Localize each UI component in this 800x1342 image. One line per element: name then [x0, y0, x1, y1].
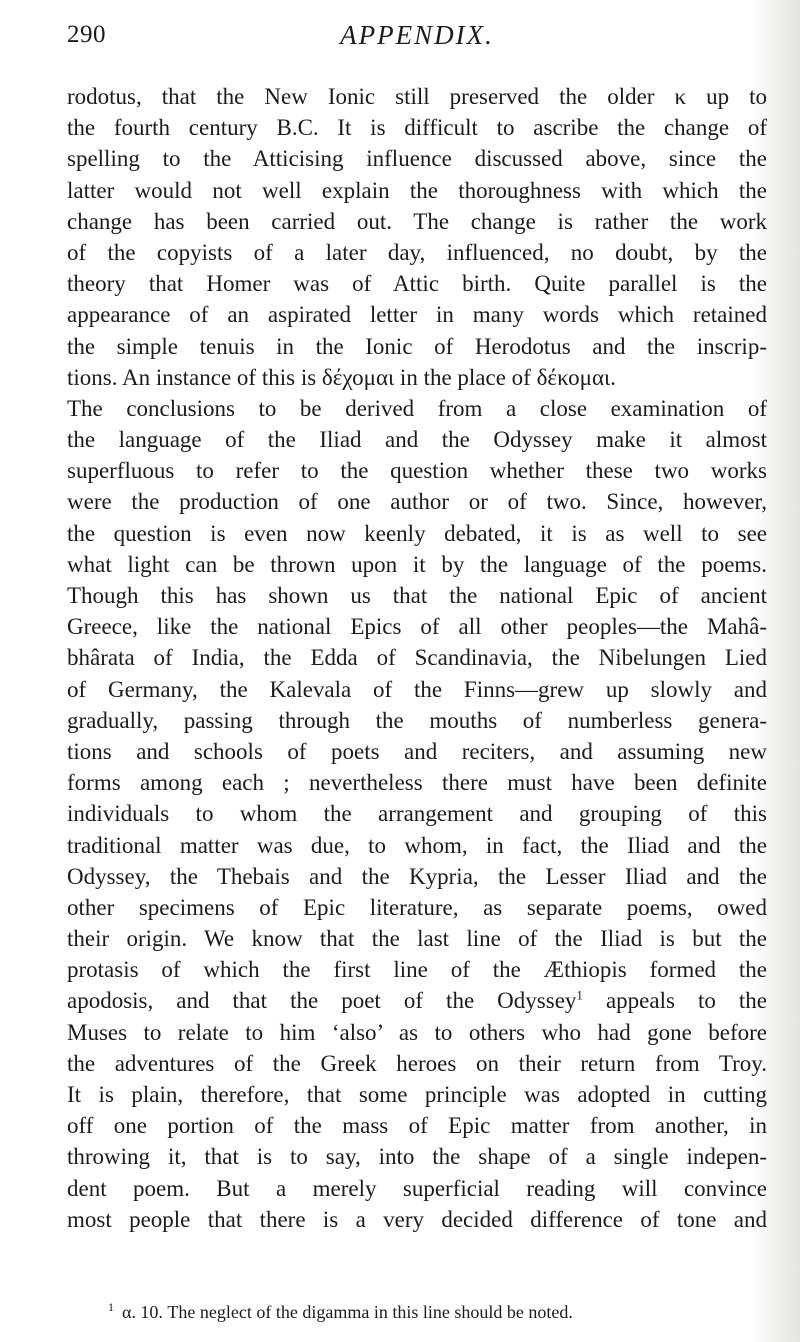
text-line: other specimens of Epic literature, as separate poems, owed: [67, 894, 767, 920]
line-text: apodosis, and that the poet of the Odyssey$^1$ appeals to the: [67, 987, 767, 1014]
footnote: [108, 1294, 767, 1325]
text-line: of the copyists of a later day, influenced, no doubt, by the: [67, 239, 767, 265]
text-line: individuals to whom the arrangement and grouping of this: [67, 801, 767, 827]
text-line: the simple tenuis in the Ionic of Herodotus and the inscrip-: [67, 333, 767, 359]
footnote-text: α. 10. The neglect of the digamma in this line should be noted.: [122, 1302, 573, 1322]
text-line: traditional matter was due, to whom, in fact, the Iliad and the: [67, 832, 767, 858]
text-line: appearance of an aspirated letter in many words which retained: [67, 302, 767, 328]
text-line: change has been carried out. The change is rather the work: [67, 208, 767, 234]
text-line: gradually, passing through the mouths of numberless genera-: [67, 707, 767, 733]
text-line: most people that there is a very decided difference of tone and: [67, 1206, 767, 1232]
text-line: tions and schools of poets and reciters, and assuming new: [67, 738, 767, 764]
text-line: rodotus, that the New Ionic still preserved the older κ up to: [67, 84, 767, 109]
text-line: throwing it, that is to say, into the shape of a single indepen-: [67, 1144, 767, 1170]
text-line: superfluous to refer to the question whether these two works: [67, 458, 767, 484]
text-line: were the production of one author or of two. Since, however,: [67, 489, 767, 515]
text-line: The conclusions to be derived from a close examination of: [67, 395, 767, 421]
text-line: spelling to the Atticising influence discussed above, since the: [67, 146, 767, 172]
text-line: latter would not well explain the thoroughness with which the: [67, 177, 767, 203]
text-line: protasis of which the first line of the Æthiopis formed the: [67, 957, 767, 983]
text-line: dent poem. But a merely superficial reading will convince: [67, 1175, 767, 1201]
footnote-mark: 1: [108, 1300, 114, 1314]
text-line: what light can be thrown upon it by the language of the poems.: [67, 551, 767, 577]
text-line: the fourth century B.C. It is difficult to ascribe the change of: [67, 115, 767, 141]
body-text: [67, 81, 767, 1235]
text-line: Odyssey, the Thebais and the Kypria, the Lesser Iliad and the: [67, 863, 767, 889]
text-line: Though this has shown us that the national Epic of ancient: [67, 583, 767, 608]
text-line-with-footnote-ref: [67, 985, 767, 1016]
footnote-reference: 1: [576, 987, 583, 1003]
page-header: [67, 12, 767, 58]
text-line: theory that Homer was of Attic birth. Quite parallel is the: [67, 271, 767, 297]
text-line: bhârata of India, the Edda of Scandinavia, the Nibelungen Lied: [67, 645, 767, 671]
text-line: Muses to relate to him ‘also’ as to others who had gone before: [67, 1019, 767, 1045]
text-line: the language of the Iliad and the Odyssey make it almost: [67, 427, 767, 453]
text-line: the question is even now keenly debated, it is as well to see: [67, 520, 767, 546]
text-line: their origin. We know that the last line of the Iliad is but the: [67, 926, 767, 952]
text-line: forms among each ; nevertheless there must have been definite: [67, 770, 767, 796]
text-line: the adventures of the Greek heroes on their return from Troy.: [67, 1050, 767, 1076]
text-line: Greece, like the national Epics of all other peoples—the Mahâ-: [67, 614, 767, 640]
text-line: of Germany, the Kalevala of the Finns—grew up slowly and: [67, 676, 767, 702]
text-line: It is plain, therefore, that some principle was adopted in cutting: [67, 1082, 767, 1107]
text-line: tions. An instance of this is δέχομαι in the place of δέκομαι.: [67, 364, 616, 390]
running-head: APPENDIX.: [340, 20, 494, 50]
page-number: 290: [67, 21, 106, 48]
text-line: off one portion of the mass of Epic matter from another, in: [67, 1113, 767, 1139]
